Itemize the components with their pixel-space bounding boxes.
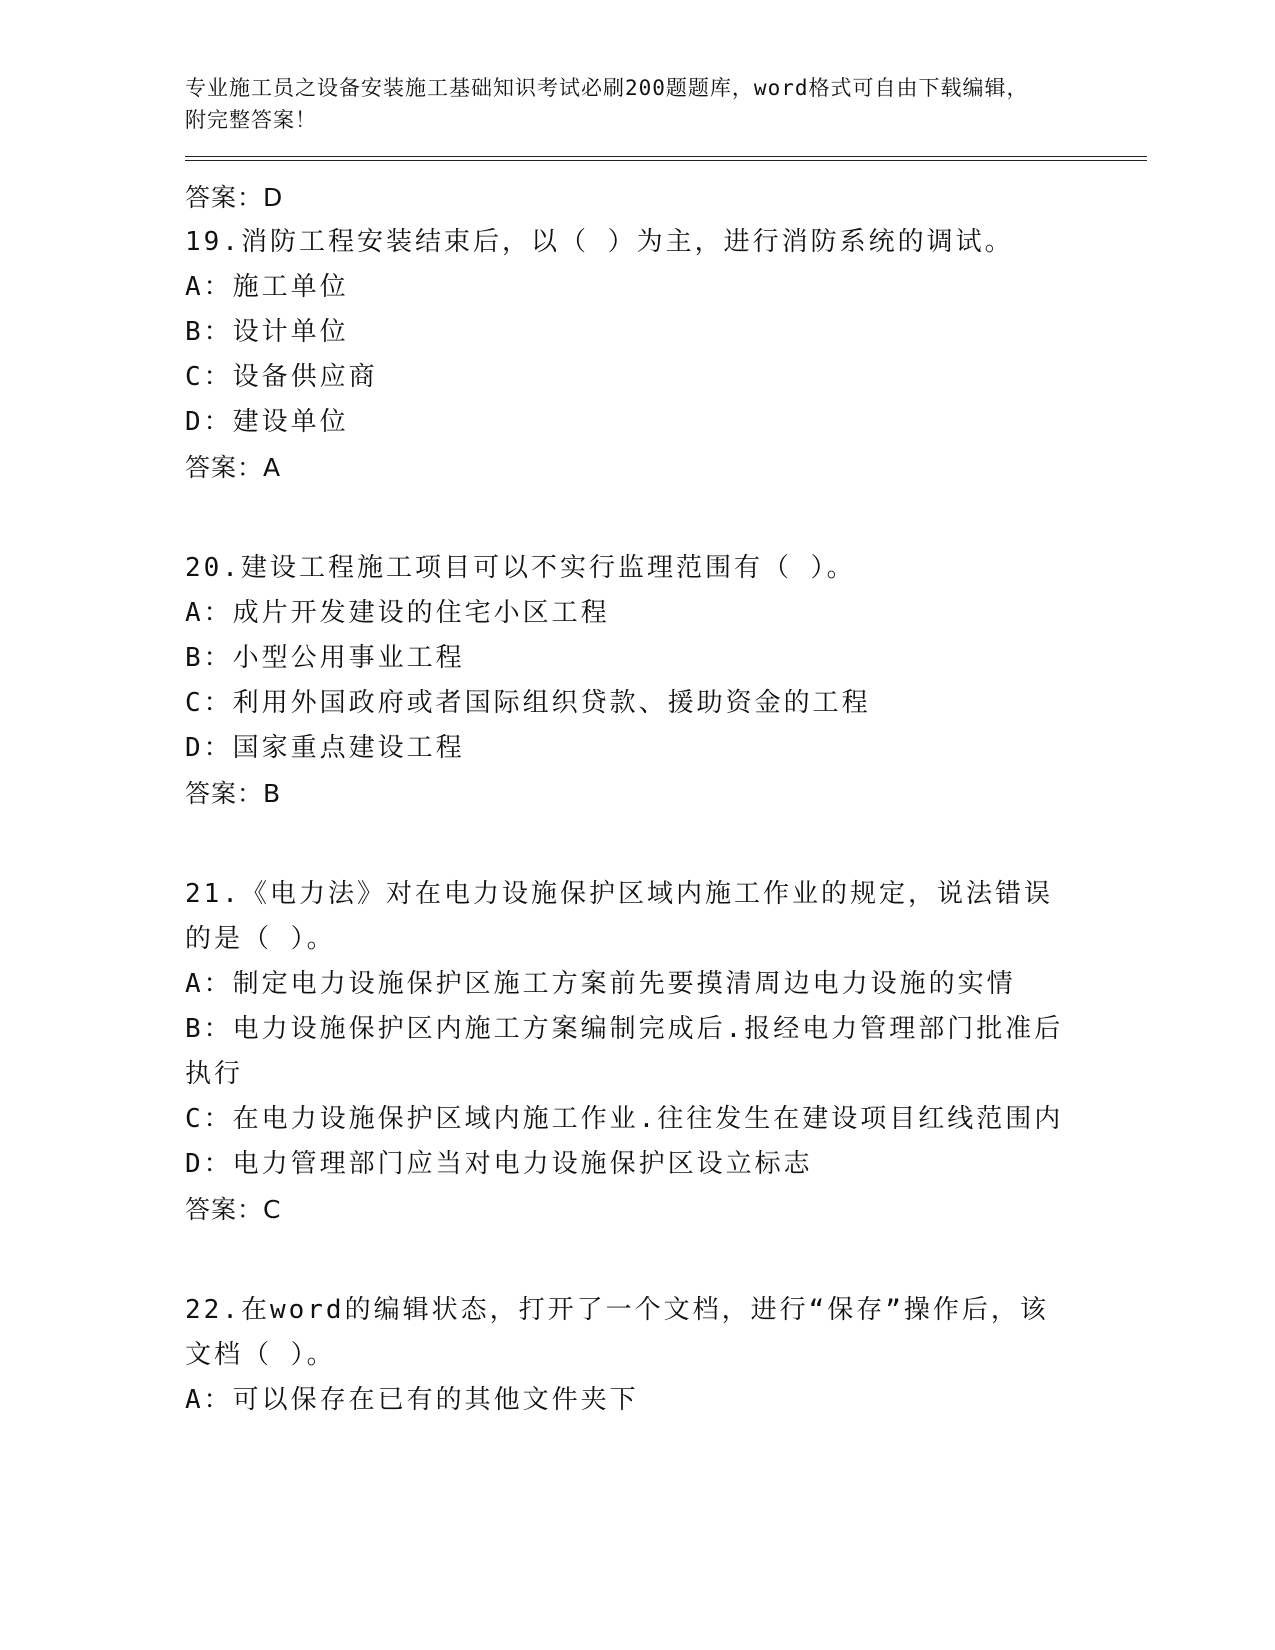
option-b: B：设计单位 — [185, 317, 349, 347]
option-b: B：电力设施保护区内施工方案编制完成后.报经电力管理部门批准后执行 — [185, 1014, 1064, 1089]
option-d: D：电力管理部门应当对电力设施保护区设立标志 — [185, 1149, 813, 1179]
question-22 — [185, 1288, 1105, 1423]
answer: 答案：A — [185, 453, 282, 482]
option-c: C：在电力设施保护区域内施工作业.往往发生在建设项目红线范围内 — [185, 1104, 1064, 1134]
question-20 — [185, 546, 1105, 816]
document-page — [185, 72, 1105, 1423]
question-19 — [185, 220, 1105, 490]
question-stem: 19.消防工程安装结束后，以（ ）为主，进行消防系统的调试。 — [185, 227, 1014, 257]
option-d: D：国家重点建设工程 — [185, 733, 465, 763]
question-stem: 21.《电力法》对在电力设施保护区域内施工作业的规定，说法错误的是（ ）。 — [185, 879, 1053, 954]
answer: 答案：B — [185, 779, 282, 808]
option-a: A：施工单位 — [185, 272, 349, 302]
option-c: C：设备供应商 — [185, 362, 378, 392]
header-divider — [185, 156, 1147, 161]
question-21 — [185, 872, 1105, 1232]
question-stem: 20.建设工程施工项目可以不实行监理范围有（ ）。 — [185, 553, 856, 583]
answer: 答案：C — [185, 1195, 282, 1224]
option-a: A：可以保存在已有的其他文件夹下 — [185, 1385, 639, 1415]
previous-answer: 答案：D — [185, 183, 284, 212]
option-a: A：制定电力设施保护区施工方案前先要摸清周边电力设施的实情 — [185, 969, 1016, 999]
option-a: A：成片开发建设的住宅小区工程 — [185, 598, 610, 628]
question-list — [185, 220, 1105, 1423]
document-header: 专业施工员之设备安装施工基础知识考试必刷200题题库，word格式可自由下载编辑，附完整答案！ — [185, 76, 1029, 132]
question-stem: 22.在word的编辑状态，打开了一个文档，进行“保存”操作后，该文档（ ）。 — [185, 1295, 1049, 1370]
option-d: D：建设单位 — [185, 407, 349, 437]
option-c: C：利用外国政府或者国际组织贷款、援助资金的工程 — [185, 688, 871, 718]
option-b: B：小型公用事业工程 — [185, 643, 465, 673]
